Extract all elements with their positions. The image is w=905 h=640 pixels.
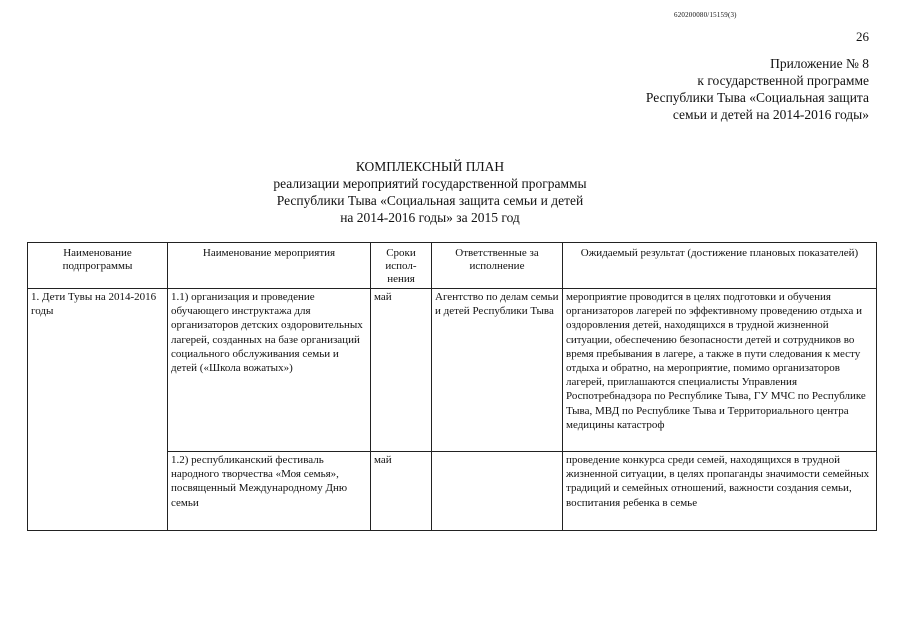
table-header-row (28, 243, 877, 289)
page-number: 26 (856, 29, 869, 44)
deadline-cell: май (371, 452, 432, 531)
appendix-line: к государственной программе (697, 73, 869, 88)
activity-cell: 1.2) республиканский фестиваль народного творчества «Моя семья», посвященный Международному Дню семьи (168, 452, 371, 531)
deadline-cell: май (371, 289, 432, 452)
appendix-line: Республики Тыва «Социальная защита (645, 90, 869, 105)
result-cell: мероприятие проводится в целях подготовки и обучения организаторов лагерей по эффективному проведению отдыха и оздоровления детей, находящихся в трудной жизненной ситуации, обеспечению безопасности детей и сотрудников во время пребывания в лагере, а также в пути следования к месту отдыха и обратно, на мероприятие, помимо организаторов лагерей, приглашаются специалисты Управления Роспотребнадзора по Республике Тыва, ГУ МЧС по Республике Тыва, МВД по Республике Тыва и Территориального центра медицины катастроф (563, 289, 877, 452)
header-result: Ожидаемый результат (достижение плановых показателей) (563, 243, 877, 289)
result-cell: проведение конкурса среди семей, находящихся в трудной жизненной ситуации, в целях пропаганды значимости семейных традиций и семейных отношений, важности создания семьи, воспитания ребенка в семье (563, 452, 877, 531)
document-code: 620200080/15159(3) (674, 11, 737, 19)
title-line: реализации мероприятий государственной программы (273, 176, 587, 191)
plan-table (27, 242, 877, 531)
appendix-line: семьи и детей на 2014-2016 годы» (672, 107, 869, 122)
responsible-cell: Агентство по делам семьи и детей Республики Тыва (432, 289, 563, 452)
header-subprogram: Наименование подпрограммы (28, 243, 168, 289)
appendix-line: Приложение № 8 (770, 56, 869, 71)
document-title (240, 158, 620, 226)
table-row (28, 289, 877, 452)
activity-cell: 1.1) организация и проведение обучающего инструктажа для организаторов детских оздоровительных лагерей, созданных на базе организаций социального обслуживания семьи и детей («Школа вожатых») (168, 289, 371, 452)
header-deadline: Сроки испол-нения (371, 243, 432, 289)
appendix-note (569, 55, 869, 123)
title-line: КОМПЛЕКСНЫЙ ПЛАН (355, 159, 505, 174)
title-line: Республики Тыва «Социальная защита семьи и детей (276, 193, 584, 208)
title-line: на 2014-2016 годы» за 2015 год (340, 210, 520, 225)
subprogram-cell: 1. Дети Тувы на 2014-2016 годы (28, 289, 168, 531)
header-responsible: Ответственные за исполнение (432, 243, 563, 289)
header-activity: Наименование мероприятия (168, 243, 371, 289)
responsible-cell (432, 452, 563, 531)
